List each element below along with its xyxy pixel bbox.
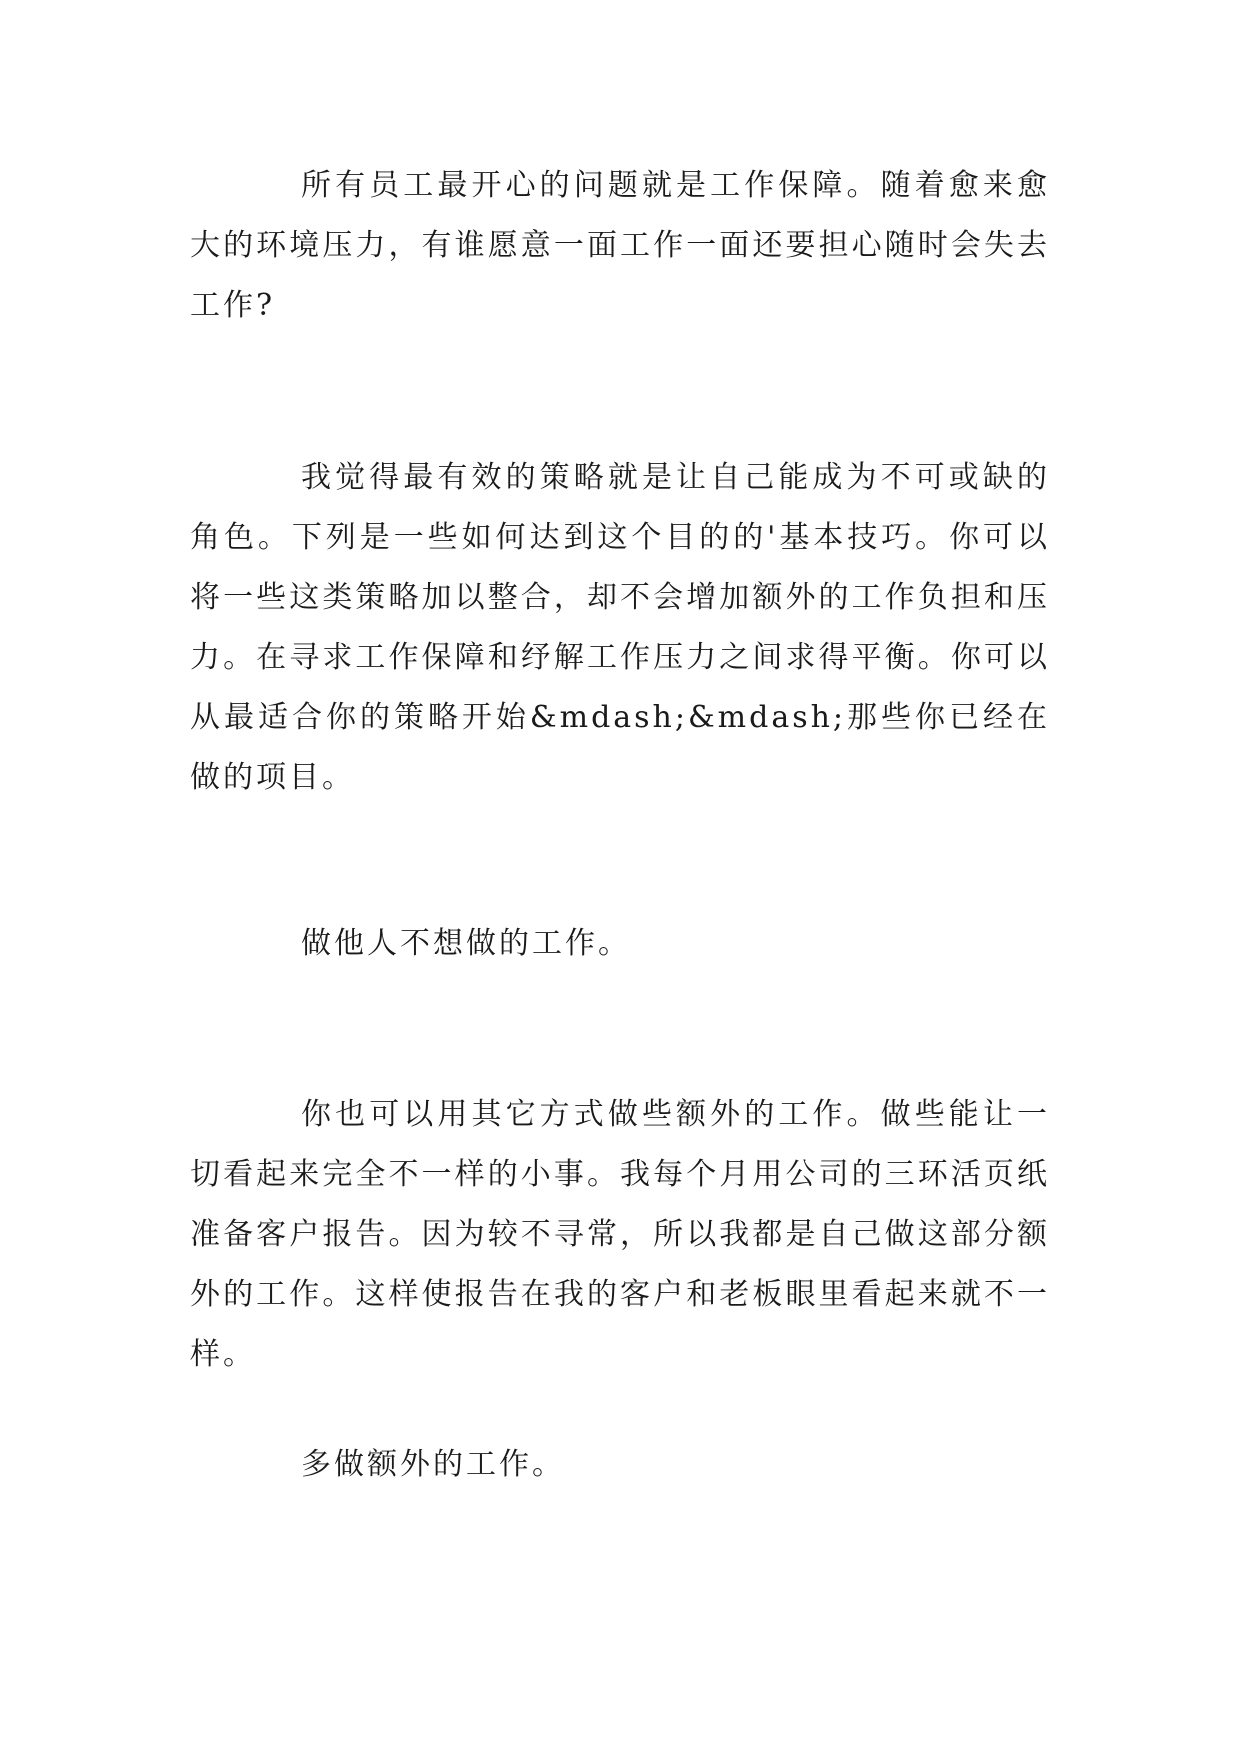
paragraph-tip-do-unwanted-work: 做他人不想做的工作。 [301, 926, 631, 961]
paragraph-job-security: 所有员工最开心的问题就是工作保障。随着愈来愈大的环境压力，有谁愿意一面工作一面还要担心随时会失去工作? [190, 168, 1050, 323]
paragraph-extra-work-example: 你也可以用其它方式做些额外的工作。做些能让一切看起来完全不一样的小事。我每个月用公司的三环活页纸准备客户报告。因为较不寻常，所以我都是自己做这部分额外的工作。这样使报告在我的客户和老板眼里看起来就不一样。 [190, 1097, 1050, 1372]
paragraph-strategy: 我觉得最有效的策略就是让自己能成为不可或缺的角色。下列是一些如何达到这个目的的'基本技巧。你可以将一些这类策略加以整合，却不会增加额外的工作负担和压力。在寻求工作保障和纾解工作压力之间求得平衡。你可以从最适合你的策略开始&mdash;&mdash;那些你已经在做的项目。 [190, 460, 1050, 795]
paragraph-tip-extra-work: 多做额外的工作。 [301, 1447, 565, 1482]
